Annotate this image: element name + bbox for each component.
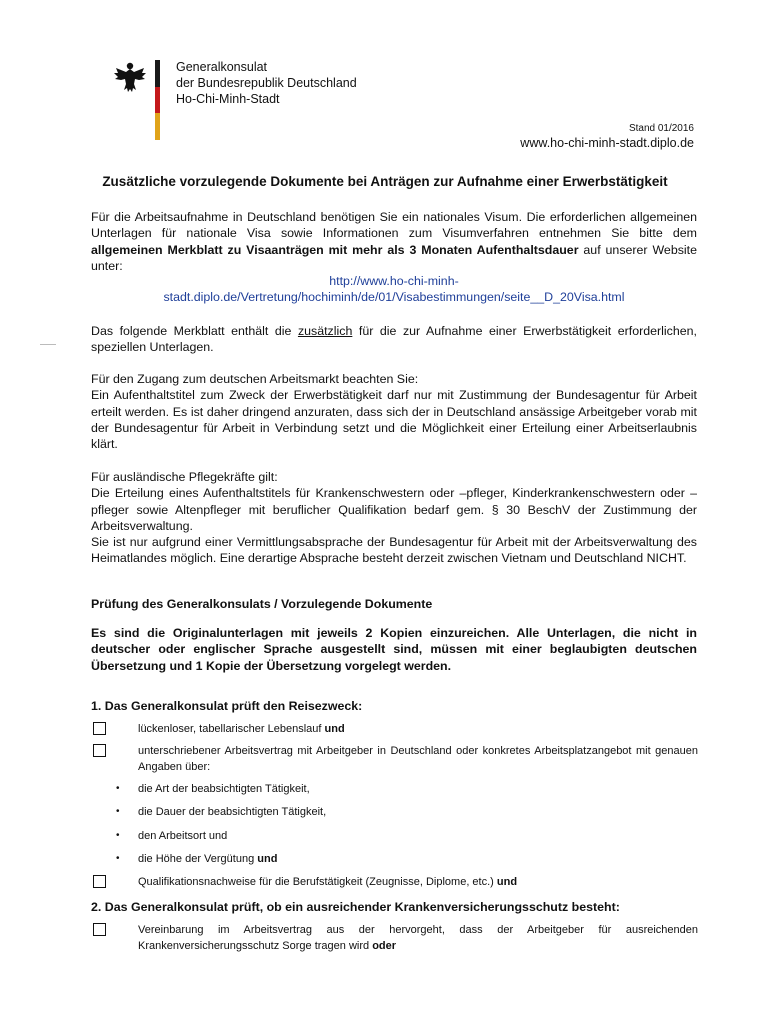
intro-paragraph [91, 209, 697, 274]
bullet-item-verguetung [138, 851, 698, 867]
merkblatt-text: Das folgende Merkblatt enthält die [91, 324, 298, 338]
org-line-3: Ho-Chi-Minh-Stadt [176, 92, 280, 106]
margin-mark [40, 344, 56, 345]
website-link[interactable]: www.ho-chi-minh-stadt.diplo.de [520, 136, 694, 150]
intro-bold-text: allgemeinen Merkblatt zu Visaanträgen mit mehr als 3 Monaten Aufenthaltsdauer [91, 242, 579, 257]
pruefung-heading: Prüfung des Generalkonsulats / Vorzulegende Dokumente [91, 597, 433, 611]
pflege-paragraph [91, 469, 697, 567]
item-qualifikation-text: Qualifikationsnachweise für die Berufstätigkeit (Zeugnisse, Diplome, etc.) [138, 876, 497, 888]
checkbox-arbeitsvertrag[interactable] [93, 744, 106, 757]
bullet: • [116, 830, 120, 841]
item-krankenversicherung [138, 922, 698, 954]
item-arbeitsvertrag: unterschriebener Arbeitsvertrag mit Arbeitgeber in Deutschland oder konkretes Arbeitsplatzangebot mit genauen Angaben über: [138, 745, 698, 773]
bullet: • [116, 806, 120, 817]
section-1-heading: 1. Das Generalkonsulat prüft den Reisezweck: [91, 699, 363, 713]
item-qualifikation-conj: und [496, 876, 518, 888]
intro-text-after: auf unserer Website unter: [91, 242, 697, 273]
underlined-word: zusätzlich [297, 324, 353, 338]
item-lebenslauf-conj: und [324, 723, 345, 735]
item-lebenslauf-text: lückenloser, tabellarischer Lebenslauf [138, 723, 325, 735]
url-line-1[interactable]: http://www.ho-chi-minh- [329, 274, 459, 288]
bullet-verguetung-conj: und [257, 853, 278, 865]
item-qualifikation [138, 874, 698, 890]
checkbox-qualifikation[interactable] [93, 875, 106, 888]
page-title: Zusätzliche vorzulegende Dokumente bei Anträgen zur Aufnahme einer Erwerbstätigkeit [102, 174, 668, 189]
item-kv-text: Vereinbarung im Arbeitsvertrag aus der hervorgeht, dass der Arbeitgeber für ausreichenden Krankenversicherungsschutz Sorge tragen wird [138, 924, 698, 952]
checkbox-lebenslauf[interactable] [93, 722, 106, 735]
bullet-item-arbeitsort: den Arbeitsort und [138, 830, 228, 842]
bullet-item-dauer: die Dauer der beabsichtigten Tätigkeit, [138, 806, 327, 818]
bullet-verguetung-text: die Höhe der Vergütung [138, 853, 258, 865]
german-flag-bar [155, 60, 160, 140]
arbeitsmarkt-text: Ein Aufenthaltstitel zum Zweck der Erwerbstätigkeit darf nur mit Zustimmung der Bundesagentur für Arbeit erteilt werden. Es ist daher dringend anzuraten, dass sich der in Deutschland ansässige Arbeitgeber vorab mit der Bundesagentur für Arbeit in Verbindung setzt und die Möglichkeit einer Erteilung einer Arbeitserlaubnis klärt. [91, 388, 697, 452]
original-documents-note: Es sind die Originalunterlagen mit jeweils 2 Kopien einzureichen. Alle Unterlagen, die nicht in deutscher oder englischer Sprache ausgestellt sind, müssen mit einer beglaubigten deutschen Übersetzung und 1 Kopie der Übersetzung vorgelegt werden. [91, 626, 697, 673]
org-line-1: Generalkonsulat [176, 60, 268, 74]
bullet: • [116, 853, 120, 864]
url-line-2[interactable]: stadt.diplo.de/Vertretung/hochiminh/de/01/Visabestimmungen/seite__D_20Visa.html [163, 290, 625, 305]
merkblatt-text-after: für die zur Aufnahme einer Erwerbstätigkeit erforderlichen, speziellen Unterlagen. [91, 324, 697, 355]
pflege-text-1: Die Erteilung eines Aufenthaltstitels für Krankenschwestern oder –pfleger, Kinderkrankenschwestern oder –pfleger sowie Altenpfleger mit beruflicher Qualifikation bedarf gem. § 30 BeschV der Zustimmung der Arbeitsverwaltung. [91, 486, 697, 533]
document-date: Stand 01/2016 [628, 123, 694, 134]
checkbox-krankenversicherung[interactable] [93, 923, 106, 936]
arbeitsmarkt-paragraph [91, 371, 697, 452]
item-kv-conj: oder [372, 940, 397, 952]
intro-text: Für die Arbeitsaufnahme in Deutschland benötigen Sie ein nationales Visum. Die erforderlichen allgemeinen Unterlagen für nationale Visa sowie Informationen zum Visumverfahren entnehmen Sie bitte dem [91, 210, 697, 241]
pflege-text-2: Sie ist nur aufgrund einer Vermittlungsabsprache der Bundesagentur für Arbeit mit der Arbeitsverwaltung des Heimatlandes möglich. Eine derartige Absprache besteht derzeit zwischen Vietnam und Deutschland NICHT. [91, 535, 697, 566]
consulate-name [176, 59, 357, 107]
item-lebenslauf [138, 721, 698, 737]
bullet: • [116, 783, 120, 794]
pflege-heading: Für ausländische Pflegekräfte gilt: [91, 470, 278, 484]
bullet-item-art: die Art der beabsichtigten Tätigkeit, [138, 783, 310, 795]
arbeitsmarkt-heading: Für den Zugang zum deutschen Arbeitsmarkt beachten Sie: [91, 372, 419, 386]
merkblatt-paragraph [91, 323, 697, 356]
visa-url-link[interactable] [91, 273, 697, 306]
federal-eagle-icon [112, 60, 148, 96]
org-line-2: der Bundesrepublik Deutschland [176, 76, 357, 90]
section-2-heading: 2. Das Generalkonsulat prüft, ob ein ausreichender Krankenversicherungsschutz besteht: [91, 900, 620, 914]
